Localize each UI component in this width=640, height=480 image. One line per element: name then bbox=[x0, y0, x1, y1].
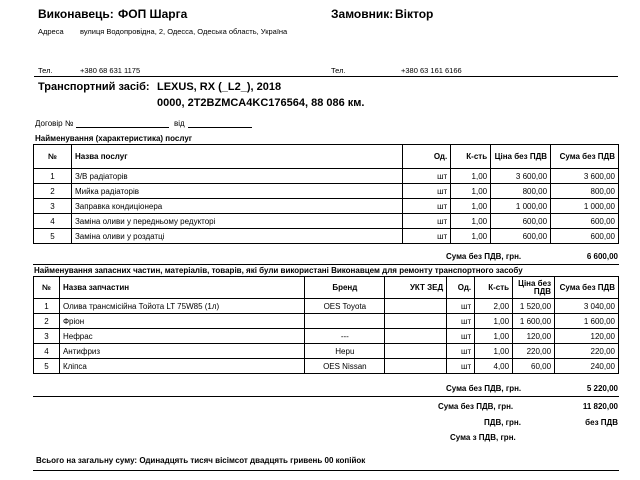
quantity: 1,00 bbox=[475, 314, 513, 329]
unit: шт bbox=[447, 314, 475, 329]
sum: 220,00 bbox=[555, 344, 619, 359]
quantity: 1,00 bbox=[475, 344, 513, 359]
phone-label-left: Тел. bbox=[38, 66, 53, 75]
service-name: З/В радіаторів bbox=[71, 169, 402, 184]
unit: шт bbox=[447, 299, 475, 314]
grand-sum-value: 11 820,00 bbox=[582, 402, 618, 411]
vat-value: без ПДВ bbox=[585, 418, 618, 427]
sum: 120,00 bbox=[555, 329, 619, 344]
phone-value-right: +380 63 161 6166 bbox=[401, 66, 462, 75]
services-col-qty: К-сть bbox=[451, 145, 491, 169]
grand-sum-label: Сума без ПДВ, грн. bbox=[438, 402, 514, 411]
contract-label: Договір № bbox=[35, 119, 74, 128]
phone-label-right: Тел. bbox=[331, 66, 346, 75]
unit: шт bbox=[447, 329, 475, 344]
phone-value-left: +380 68 631 1175 bbox=[80, 66, 141, 75]
price: 3 600,00 bbox=[491, 169, 551, 184]
parts-total-value: 5 220,00 bbox=[586, 384, 618, 393]
quantity: 4,00 bbox=[475, 359, 513, 374]
services-title: Найменування (характеристика) послуг bbox=[35, 134, 193, 143]
customer-label: Замовник: bbox=[331, 7, 394, 21]
contract-number-line bbox=[76, 127, 169, 128]
table-row bbox=[34, 169, 619, 184]
sum: 3 040,00 bbox=[555, 299, 619, 314]
row-number: 5 bbox=[34, 359, 60, 374]
table-row bbox=[34, 359, 619, 374]
brand bbox=[305, 314, 385, 329]
service-name: Заміна оливи у передньому редукторі bbox=[71, 214, 402, 229]
row-number: 5 bbox=[34, 229, 72, 244]
unit: шт bbox=[403, 169, 451, 184]
unit: шт bbox=[447, 359, 475, 374]
ukt-code bbox=[385, 359, 447, 374]
contract-from-label: від bbox=[174, 119, 185, 128]
unit: шт bbox=[403, 184, 451, 199]
service-name: Мийка радіаторів bbox=[71, 184, 402, 199]
row-number: 1 bbox=[34, 299, 60, 314]
row-number: 4 bbox=[34, 214, 72, 229]
table-row bbox=[34, 314, 619, 329]
unit: шт bbox=[447, 344, 475, 359]
services-col-name: Назва послуг bbox=[71, 145, 402, 169]
unit: шт bbox=[403, 199, 451, 214]
price: 60,00 bbox=[513, 359, 555, 374]
sum: 600,00 bbox=[551, 214, 619, 229]
ukt-code bbox=[385, 344, 447, 359]
quantity: 1,00 bbox=[451, 199, 491, 214]
row-number: 2 bbox=[34, 314, 60, 329]
footer-divider bbox=[33, 470, 619, 471]
price: 120,00 bbox=[513, 329, 555, 344]
parts-col-brand: Бренд bbox=[305, 277, 385, 299]
price: 1 520,00 bbox=[513, 299, 555, 314]
quantity: 1,00 bbox=[475, 329, 513, 344]
brand: Hepu bbox=[305, 344, 385, 359]
parts-col-unit: Од. bbox=[447, 277, 475, 299]
parts-col-price: Ціна без ПДВ bbox=[513, 277, 555, 299]
parts-col-sum: Сума без ПДВ bbox=[555, 277, 619, 299]
section-divider bbox=[33, 264, 619, 265]
parts-col-ukt: УКТ ЗЕД bbox=[385, 277, 447, 299]
brand: OES Toyota bbox=[305, 299, 385, 314]
quantity: 1,00 bbox=[451, 169, 491, 184]
executor-value: ФОП Шарга bbox=[118, 7, 188, 21]
price: 800,00 bbox=[491, 184, 551, 199]
brand: OES Nissan bbox=[305, 359, 385, 374]
quantity: 1,00 bbox=[451, 229, 491, 244]
address-value: вулиця Водопровідна, 2, Одесса, Одеська область, Україна bbox=[80, 27, 288, 36]
ukt-code bbox=[385, 314, 447, 329]
table-row bbox=[34, 184, 619, 199]
sum: 600,00 bbox=[551, 229, 619, 244]
vat-label: ПДВ, грн. bbox=[484, 418, 521, 427]
part-name: Нефрас bbox=[59, 329, 304, 344]
part-name: Антифриз bbox=[59, 344, 304, 359]
table-row bbox=[34, 329, 619, 344]
service-name: Заправка кондиціонера bbox=[71, 199, 402, 214]
sum: 1 600,00 bbox=[555, 314, 619, 329]
row-number: 2 bbox=[34, 184, 72, 199]
price: 1 600,00 bbox=[513, 314, 555, 329]
section-divider bbox=[33, 396, 619, 397]
parts-table bbox=[33, 276, 619, 374]
unit: шт bbox=[403, 214, 451, 229]
sum: 800,00 bbox=[551, 184, 619, 199]
table-row bbox=[34, 199, 619, 214]
parts-col-name: Назва запчастин bbox=[59, 277, 304, 299]
unit: шт bbox=[403, 229, 451, 244]
price: 1 000,00 bbox=[491, 199, 551, 214]
part-name: Олива трансмісійна Тойота LT 75W85 (1л) bbox=[59, 299, 304, 314]
vehicle-line1: LEXUS, RX (_L2_), 2018 bbox=[157, 81, 282, 93]
row-number: 3 bbox=[34, 199, 72, 214]
total-in-words: Всього на загальну суму: Одинадцять тисяч вісімсот двадцять гривень 00 копійок bbox=[36, 456, 366, 465]
price: 600,00 bbox=[491, 214, 551, 229]
part-name: Фріон bbox=[59, 314, 304, 329]
service-name: Заміна оливи у роздатці bbox=[71, 229, 402, 244]
table-row bbox=[34, 299, 619, 314]
services-col-n: № bbox=[34, 145, 72, 169]
sum-with-vat-label: Сума з ПДВ, грн. bbox=[450, 433, 516, 442]
vehicle-label: Транспортний засіб: bbox=[38, 81, 150, 93]
address-label: Адреса bbox=[38, 27, 64, 36]
parts-col-qty: К-сть bbox=[475, 277, 513, 299]
quantity: 1,00 bbox=[451, 184, 491, 199]
services-col-price: Ціна без ПДВ bbox=[491, 145, 551, 169]
parts-title: Найменування запасних частин, матеріалів, товарів, які були використані Виконавцем для ремонту транспортного засобу bbox=[34, 266, 523, 275]
services-table bbox=[33, 144, 619, 244]
table-row bbox=[34, 344, 619, 359]
price: 600,00 bbox=[491, 229, 551, 244]
services-total-label: Сума без ПДВ, грн. bbox=[446, 252, 522, 261]
row-number: 1 bbox=[34, 169, 72, 184]
part-name: Кліпса bbox=[59, 359, 304, 374]
services-col-sum: Сума без ПДВ bbox=[551, 145, 619, 169]
vehicle-line2: 0000, 2T2BZMCA4KC176564, 88 086 км. bbox=[157, 97, 365, 109]
ukt-code bbox=[385, 299, 447, 314]
row-number: 4 bbox=[34, 344, 60, 359]
parts-total-label: Сума без ПДВ, грн. bbox=[446, 384, 522, 393]
sum: 3 600,00 bbox=[551, 169, 619, 184]
sum: 1 000,00 bbox=[551, 199, 619, 214]
brand: --- bbox=[305, 329, 385, 344]
customer-value: Віктор bbox=[395, 7, 434, 21]
contract-date-line bbox=[188, 127, 252, 128]
table-row bbox=[34, 229, 619, 244]
header-divider bbox=[34, 76, 618, 77]
ukt-code bbox=[385, 329, 447, 344]
parts-col-n: № bbox=[34, 277, 60, 299]
services-total-value: 6 600,00 bbox=[586, 252, 618, 261]
table-row bbox=[34, 214, 619, 229]
quantity: 2,00 bbox=[475, 299, 513, 314]
sum: 240,00 bbox=[555, 359, 619, 374]
services-col-unit: Од. bbox=[403, 145, 451, 169]
row-number: 3 bbox=[34, 329, 60, 344]
price: 220,00 bbox=[513, 344, 555, 359]
executor-label: Виконавець: bbox=[38, 7, 114, 21]
quantity: 1,00 bbox=[451, 214, 491, 229]
